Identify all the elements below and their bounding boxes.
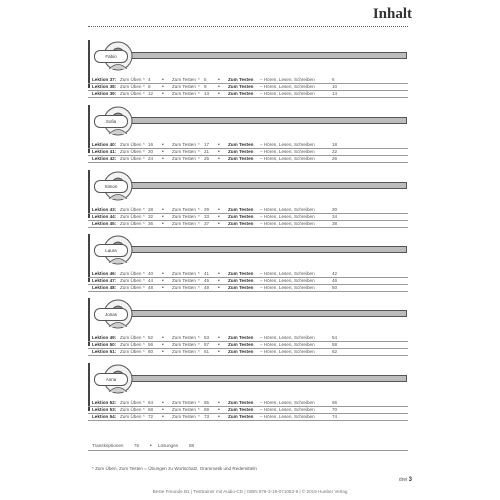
character-name: Sofia: [94, 115, 128, 128]
lesson-row[interactable]: [88, 400, 408, 407]
lesson-list: [88, 400, 408, 421]
lesson-row[interactable]: [88, 414, 408, 421]
footnote-marker: *: [198, 149, 200, 154]
practice-label: Zum Üben: [120, 142, 142, 147]
section-header-bar: [132, 182, 407, 189]
test-label: Zum Testen: [172, 221, 196, 226]
footnote-marker: *: [143, 349, 145, 354]
skills-description: – Hören, Lesen, Schreiben: [260, 342, 315, 347]
test-label: Zum Testen: [172, 84, 196, 89]
practice-label: Zum Üben: [120, 335, 142, 340]
lesson-row[interactable]: [88, 142, 408, 149]
skills-label: Zum Testen: [228, 278, 254, 283]
skills-label: Zum Testen: [228, 285, 254, 290]
bullet: •: [218, 285, 220, 291]
bullet: •: [162, 156, 164, 162]
practice-page: 36: [148, 221, 154, 226]
lesson-row[interactable]: [88, 407, 408, 414]
skills-description: – Hören, Lesen, Schreiben: [260, 214, 315, 219]
character-section: [88, 105, 408, 165]
bullet: •: [162, 414, 164, 420]
skills-description: – Hören, Lesen, Schreiben: [260, 271, 315, 276]
practice-label: Zum Üben: [120, 349, 142, 354]
footnote-marker: *: [143, 400, 145, 405]
practice-page: 72: [148, 414, 154, 419]
footnote-marker: *: [198, 214, 200, 219]
transcripts-label: Transkriptionen: [92, 443, 124, 448]
lesson-list: [88, 207, 408, 228]
test-page: 57: [204, 342, 210, 347]
footnote-marker: *: [198, 84, 200, 89]
skills-page: 58: [332, 342, 338, 347]
transcripts-page: 76: [134, 443, 140, 448]
test-page: 9: [204, 84, 207, 89]
lesson-label: Lektion 44:: [92, 214, 117, 219]
lesson-label: Lektion 43:: [92, 207, 117, 212]
page-number-word: drei: [398, 477, 408, 483]
lesson-row[interactable]: [88, 278, 408, 285]
lesson-list: [88, 335, 408, 356]
lesson-label: Lektion 53:: [92, 407, 117, 412]
skills-description: – Hören, Lesen, Schreiben: [260, 407, 315, 412]
skills-label: Zum Testen: [228, 142, 254, 147]
footnote-marker: *: [198, 91, 200, 96]
skills-description: – Hören, Lesen, Schreiben: [260, 335, 315, 340]
practice-label: Zum Üben: [120, 407, 142, 412]
footnote-marker: *: [198, 207, 200, 212]
character-section: [88, 234, 408, 294]
lesson-label: Lektion 50:: [92, 342, 117, 347]
practice-label: Zum Üben: [120, 342, 142, 347]
lesson-label: Lektion 48:: [92, 285, 117, 290]
bullet: •: [162, 214, 164, 220]
bullet: •: [218, 156, 220, 162]
lesson-label: Lektion 54:: [92, 414, 117, 419]
test-label: Zum Testen: [172, 278, 196, 283]
bullet: •: [162, 271, 164, 277]
skills-page: 10: [332, 84, 338, 89]
lesson-label: Lektion 47:: [92, 278, 117, 283]
test-page: 61: [204, 349, 210, 354]
footnote-marker: *: [143, 278, 145, 283]
lesson-label: Lektion 40:: [92, 142, 117, 147]
lesson-list: [88, 142, 408, 163]
lesson-row[interactable]: [88, 271, 408, 278]
skills-description: – Hören, Lesen, Schreiben: [260, 349, 315, 354]
character-name: Fabio: [94, 50, 128, 63]
skills-page: 6: [332, 77, 335, 82]
practice-label: Zum Üben: [120, 156, 142, 161]
bullet: •: [218, 407, 220, 413]
bullet: •: [162, 400, 164, 406]
bullet: •: [162, 84, 164, 90]
footnote-marker: *: [198, 221, 200, 226]
footnote-marker: *: [198, 285, 200, 290]
practice-label: Zum Üben: [120, 278, 142, 283]
lesson-row[interactable]: [88, 156, 408, 163]
bullet: •: [162, 407, 164, 413]
skills-page: 54: [332, 335, 338, 340]
lesson-row[interactable]: [88, 221, 408, 228]
practice-page: 4: [148, 77, 151, 82]
practice-page: 56: [148, 342, 154, 347]
skills-label: Zum Testen: [228, 84, 254, 89]
bullet: •: [218, 214, 220, 220]
lesson-row[interactable]: [88, 349, 408, 356]
test-label: Zum Testen: [172, 156, 196, 161]
skills-page: 50: [332, 285, 338, 290]
lesson-list: [88, 271, 408, 292]
bullet: •: [218, 335, 220, 341]
test-page: 25: [204, 156, 210, 161]
lesson-row[interactable]: [88, 335, 408, 342]
lesson-row[interactable]: [88, 214, 408, 221]
practice-label: Zum Üben: [120, 149, 142, 154]
skills-description: – Hören, Lesen, Schreiben: [260, 77, 315, 82]
lesson-label: Lektion 41:: [92, 149, 117, 154]
lesson-label: Lektion 42:: [92, 156, 117, 161]
footnote-marker: *: [143, 271, 145, 276]
character-section: [88, 170, 408, 230]
skills-page: 74: [332, 414, 338, 419]
bullet: •: [162, 342, 164, 348]
lesson-label: Lektion 45:: [92, 221, 117, 226]
skills-description: – Hören, Lesen, Schreiben: [260, 149, 315, 154]
test-page: 13: [204, 91, 210, 96]
practice-page: 60: [148, 349, 154, 354]
page-number-digit: 3: [408, 477, 412, 483]
skills-page: 14: [332, 91, 338, 96]
skills-page: 22: [332, 149, 338, 154]
footnote-marker: *: [198, 414, 200, 419]
practice-page: 20: [148, 149, 154, 154]
appendix-row: [88, 442, 408, 451]
practice-label: Zum Üben: [120, 400, 142, 405]
footnote-marker: *: [143, 414, 145, 419]
lesson-list: [88, 77, 408, 98]
bullet: •: [218, 400, 220, 406]
character-section: [88, 40, 408, 100]
skills-description: – Hören, Lesen, Schreiben: [260, 207, 315, 212]
test-page: 53: [204, 335, 210, 340]
test-page: 29: [204, 207, 210, 212]
skills-description: – Hören, Lesen, Schreiben: [260, 156, 315, 161]
lesson-row[interactable]: [88, 285, 408, 292]
skills-label: Zum Testen: [228, 221, 254, 226]
skills-label: Zum Testen: [228, 214, 254, 219]
footnote-marker: *: [198, 278, 200, 283]
skills-description: – Hören, Lesen, Schreiben: [260, 221, 315, 226]
skills-page: 42: [332, 271, 338, 276]
skills-label: Zum Testen: [228, 414, 254, 419]
bullet: •: [218, 142, 220, 148]
lesson-row[interactable]: [88, 77, 408, 84]
test-page: 5: [204, 77, 207, 82]
practice-label: Zum Üben: [120, 414, 142, 419]
test-label: Zum Testen: [172, 335, 196, 340]
test-label: Zum Testen: [172, 142, 196, 147]
practice-label: Zum Üben: [120, 91, 142, 96]
skills-page: 66: [332, 400, 338, 405]
bullet: •: [218, 207, 220, 213]
footnote-marker: *: [143, 214, 145, 219]
bullet: •: [218, 221, 220, 227]
bullet: •: [162, 335, 164, 341]
practice-page: 44: [148, 278, 154, 283]
page-title: Inhalt: [372, 6, 412, 22]
lesson-label: Lektion 39:: [92, 91, 117, 96]
footnote-marker: *: [198, 349, 200, 354]
bullet: •: [218, 349, 220, 355]
skills-page: 18: [332, 142, 338, 147]
footnote-marker: *: [198, 271, 200, 276]
test-page: 73: [204, 414, 210, 419]
character-section: [88, 363, 408, 423]
test-label: Zum Testen: [172, 214, 196, 219]
practice-page: 16: [148, 142, 154, 147]
practice-label: Zum Üben: [120, 84, 142, 89]
skills-page: 34: [332, 214, 338, 219]
skills-page: 38: [332, 221, 338, 226]
practice-label: Zum Üben: [120, 221, 142, 226]
character-name: Jonas: [94, 308, 128, 321]
character-name: Laura: [94, 244, 128, 257]
bullet: •: [162, 91, 164, 97]
footnote-marker: *: [143, 335, 145, 340]
skills-page: 26: [332, 156, 338, 161]
footnote-marker: *: [198, 407, 200, 412]
lesson-row[interactable]: [88, 342, 408, 349]
test-page: 37: [204, 221, 210, 226]
skills-label: Zum Testen: [228, 342, 254, 347]
bullet: •: [218, 77, 220, 83]
skills-label: Zum Testen: [228, 207, 254, 212]
lesson-row[interactable]: [88, 91, 408, 98]
test-label: Zum Testen: [172, 400, 196, 405]
footer-line: Beste Freunde B1 | Testtrainer mit Audio-CD | ISBN 978-3-19-071053-9 | © 2019 Hueber Verlag: [152, 489, 348, 494]
footnote-marker: *: [143, 77, 145, 82]
test-page: 21: [204, 149, 210, 154]
skills-page: 62: [332, 349, 338, 354]
bullet: •: [162, 142, 164, 148]
practice-page: 40: [148, 271, 154, 276]
footnote-marker: *: [198, 142, 200, 147]
practice-page: 64: [148, 400, 154, 405]
page-number: [399, 477, 412, 483]
skills-label: Zum Testen: [228, 400, 254, 405]
practice-page: 48: [148, 285, 154, 290]
bullet: •: [218, 271, 220, 277]
practice-page: 28: [148, 207, 154, 212]
section-header-bar: [132, 375, 407, 382]
skills-description: – Hören, Lesen, Schreiben: [260, 142, 315, 147]
lesson-label: Lektion 37:: [92, 77, 117, 82]
test-page: 65: [204, 400, 210, 405]
skills-description: – Hören, Lesen, Schreiben: [260, 414, 315, 419]
lesson-label: Lektion 46:: [92, 271, 117, 276]
footnote-marker: *: [143, 156, 145, 161]
test-page: 49: [204, 285, 210, 290]
footnote-marker: *: [143, 207, 145, 212]
practice-label: Zum Üben: [120, 207, 142, 212]
bullet: •: [162, 77, 164, 83]
test-label: Zum Testen: [172, 271, 196, 276]
section-header-bar: [132, 52, 407, 59]
practice-page: 32: [148, 214, 154, 219]
practice-page: 52: [148, 335, 154, 340]
bullet: •: [218, 414, 220, 420]
skills-description: – Hören, Lesen, Schreiben: [260, 278, 315, 283]
test-page: 17: [204, 142, 210, 147]
footnote-marker: *: [198, 77, 200, 82]
test-label: Zum Testen: [172, 207, 196, 212]
test-label: Zum Testen: [172, 149, 196, 154]
bullet: •: [218, 84, 220, 90]
lesson-label: Lektion 52:: [92, 400, 117, 405]
footnote-marker: *: [198, 156, 200, 161]
bullet: •: [162, 221, 164, 227]
test-label: Zum Testen: [172, 407, 196, 412]
bullet: •: [162, 349, 164, 355]
skills-page: 30: [332, 207, 338, 212]
skills-description: – Hören, Lesen, Schreiben: [260, 285, 315, 290]
character-name: Anna: [94, 373, 128, 386]
practice-label: Zum Üben: [120, 214, 142, 219]
bullet: •: [218, 91, 220, 97]
bullet: •: [162, 278, 164, 284]
skills-label: Zum Testen: [228, 77, 254, 82]
skills-page: 46: [332, 278, 338, 283]
lesson-label: Lektion 49:: [92, 335, 117, 340]
footnote-marker: *: [143, 142, 145, 147]
section-header-bar: [132, 246, 407, 253]
practice-page: 8: [148, 84, 151, 89]
lesson-row[interactable]: [88, 84, 408, 91]
character-name: Simon: [94, 180, 128, 193]
footnote-marker: *: [143, 84, 145, 89]
footnote-marker: *: [143, 149, 145, 154]
skills-label: Zum Testen: [228, 407, 254, 412]
test-page: 33: [204, 214, 210, 219]
bullet: •: [162, 285, 164, 291]
solutions-page: 88: [189, 443, 195, 448]
skills-page: 70: [332, 407, 338, 412]
practice-page: 12: [148, 91, 154, 96]
skills-label: Zum Testen: [228, 156, 254, 161]
footnote-marker: *: [143, 285, 145, 290]
solutions-label: Lösungen: [158, 443, 179, 448]
test-label: Zum Testen: [172, 342, 196, 347]
footnote-marker: *: [143, 407, 145, 412]
footnote-marker: *: [198, 342, 200, 347]
practice-page: 24: [148, 156, 154, 161]
practice-label: Zum Üben: [120, 271, 142, 276]
footnote-marker: *: [143, 91, 145, 96]
bullet: •: [162, 149, 164, 155]
skills-description: – Hören, Lesen, Schreiben: [260, 84, 315, 89]
test-page: 45: [204, 278, 210, 283]
footnote-marker: *: [143, 221, 145, 226]
practice-label: Zum Üben: [120, 285, 142, 290]
test-label: Zum Testen: [172, 77, 196, 82]
bullet: •: [150, 443, 152, 449]
test-label: Zum Testen: [172, 414, 196, 419]
test-label: Zum Testen: [172, 285, 196, 290]
title-rule: [88, 26, 408, 27]
skills-label: Zum Testen: [228, 91, 254, 96]
section-header-bar: [132, 117, 407, 124]
lesson-label: Lektion 51:: [92, 349, 117, 354]
skills-description: – Hören, Lesen, Schreiben: [260, 400, 315, 405]
test-page: 69: [204, 407, 210, 412]
test-label: Zum Testen: [172, 91, 196, 96]
skills-label: Zum Testen: [228, 271, 254, 276]
test-label: Zum Testen: [172, 349, 196, 354]
footnote-marker: *: [198, 400, 200, 405]
footnote-marker: *: [143, 342, 145, 347]
bullet: •: [218, 342, 220, 348]
footnote-marker: *: [198, 335, 200, 340]
practice-page: 68: [148, 407, 154, 412]
lesson-label: Lektion 38:: [92, 84, 117, 89]
skills-label: Zum Testen: [228, 335, 254, 340]
lesson-row[interactable]: [88, 207, 408, 214]
bullet: •: [162, 207, 164, 213]
bullet: •: [218, 149, 220, 155]
skills-label: Zum Testen: [228, 149, 254, 154]
skills-description: – Hören, Lesen, Schreiben: [260, 91, 315, 96]
section-header-bar: [132, 310, 407, 317]
footnote: * Zum Üben, Zum Testen = Übungen zu Wortschatz, Grammatik und Redemitteln: [92, 466, 257, 471]
character-section: [88, 298, 408, 358]
bullet: •: [218, 278, 220, 284]
test-page: 41: [204, 271, 210, 276]
practice-label: Zum Üben: [120, 77, 142, 82]
skills-label: Zum Testen: [228, 349, 254, 354]
lesson-row[interactable]: [88, 149, 408, 156]
